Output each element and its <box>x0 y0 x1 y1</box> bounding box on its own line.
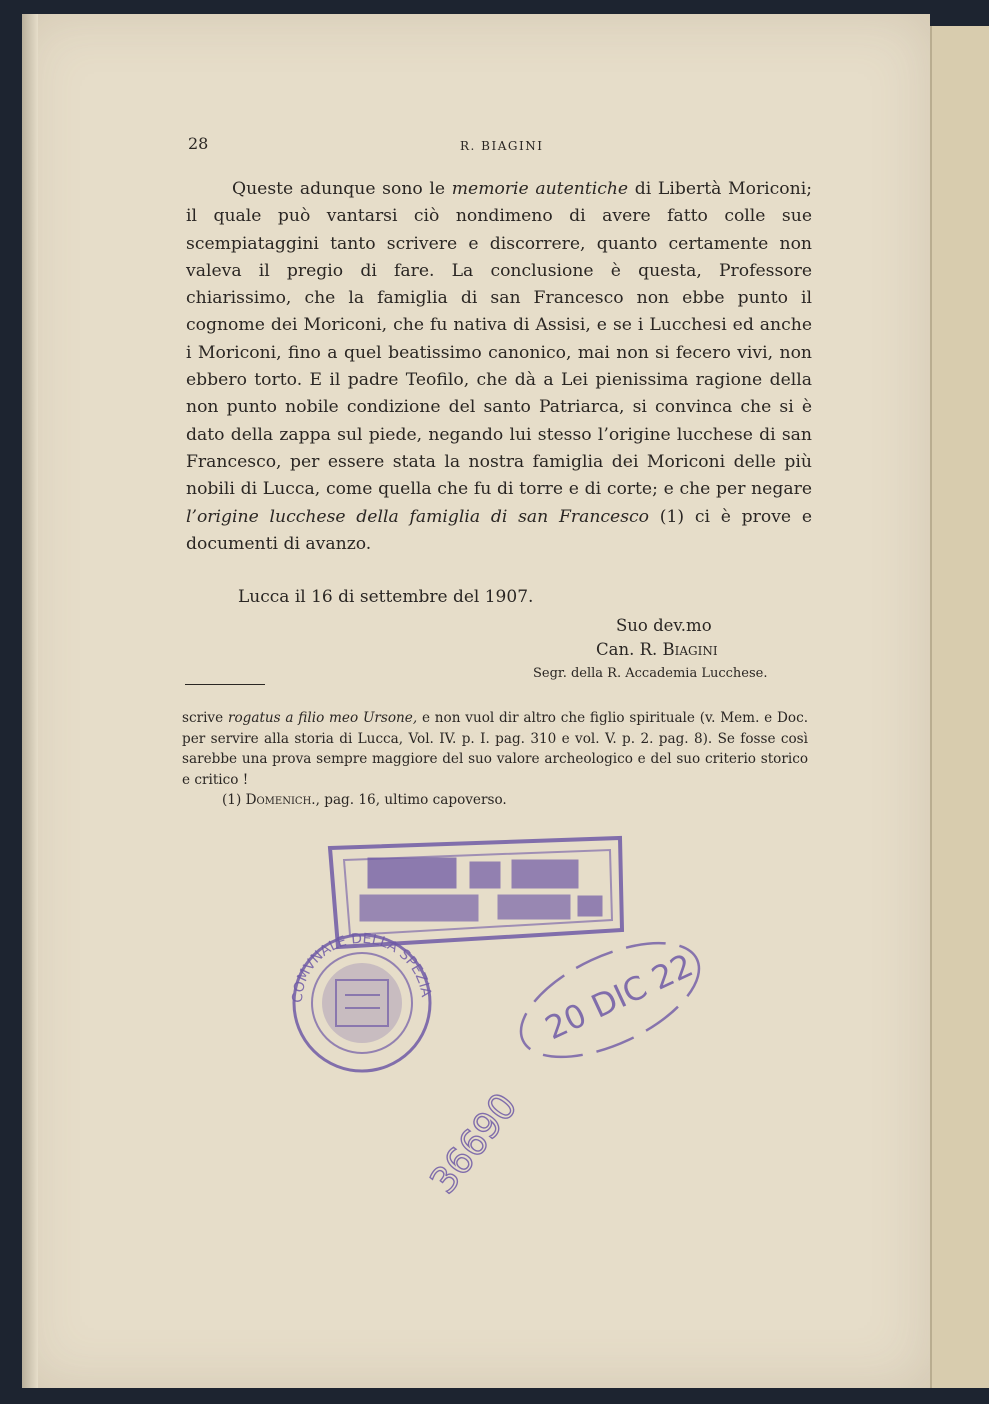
page-header <box>188 134 813 158</box>
footnote-continuation <box>182 708 808 790</box>
date-line: Lucca il 16 di settembre del 1907. <box>238 587 534 607</box>
text-segment: Queste adunque sono le <box>232 179 452 199</box>
main-paragraph <box>186 176 812 558</box>
italic-segment: memorie autentiche <box>451 179 629 199</box>
running-head: R. BIAGINI <box>460 139 544 153</box>
text-segment: , pag. 16, ultimo capoverso. <box>315 792 507 808</box>
footnote-marker: (1) <box>222 792 246 808</box>
signature-name <box>596 640 718 659</box>
text-segment: scrive <box>182 710 228 726</box>
footnote-rule <box>185 684 265 685</box>
inventory-number: 36690 <box>422 1086 526 1202</box>
signature-prefix: Can. R. <box>596 640 663 659</box>
signature-title: Segr. della R. Accademia Lucchese. <box>533 666 768 681</box>
footnote-author: Domenich. <box>245 792 316 808</box>
footnote-1 <box>182 790 808 811</box>
signature-closing: Suo dev.mo <box>616 616 712 635</box>
text-segment: di Libertà Moriconi; il quale può vantarsi ciò nondimeno di avere fatto colle sue scempiataggini tanto scrivere e discorrere, quanto certamente non valeva il pregio di fare. La conclusione è questa, Professore chiarissimo, che la famiglia di san Francesco non ebbe punto il cognome dei Moriconi, che fu nativa di Assisi, e se i Lucchesi ed anche i Moriconi, fino a quel beatissimo canonico, mai non si fecero vivi, non ebbero torto. E il padre Teofilo, che dà a Lei pienissima ragione della non punto nobile condizione del santo Patriarca, si convinca che si è dato della zappa sul piede, negando lui stesso l’origine lucchese di san Francesco, per essere stata la nostra famiglia dei Moriconi delle più nobili di Lucca, come quella che fu di torre e di corte; e che per negare <box>186 179 812 500</box>
seal-text: COMVNALE DELLA SPEZIA <box>289 930 434 1004</box>
signature-surname: Biagini <box>662 640 718 659</box>
date-stamp-text: 20 DIC 22 <box>539 945 699 1048</box>
next-page-edge <box>930 26 989 1388</box>
page-number: 28 <box>188 134 209 153</box>
paragraph <box>186 176 812 558</box>
text-segment: (1) ci è prove e documenti di avanzo. <box>186 506 813 554</box>
page-gutter <box>22 14 38 1388</box>
italic-segment: rogatus a filio meo Ursone, <box>227 710 418 726</box>
text-segment: e non vuol dir altro che figlio spirituale (v. Mem. e Doc. per servire alla storia di Lucca, Vol. IV. p. I. pag. 310 e vol. V. p. 2. pag. 8). Se fosse così sarebbe una prova sempre maggiore del suo valore archeologico e del suo criterio storico e critico ! <box>182 710 809 788</box>
italic-segment: l’origine lucchese della famiglia di san Francesco <box>186 506 650 527</box>
footnotes <box>182 708 808 811</box>
